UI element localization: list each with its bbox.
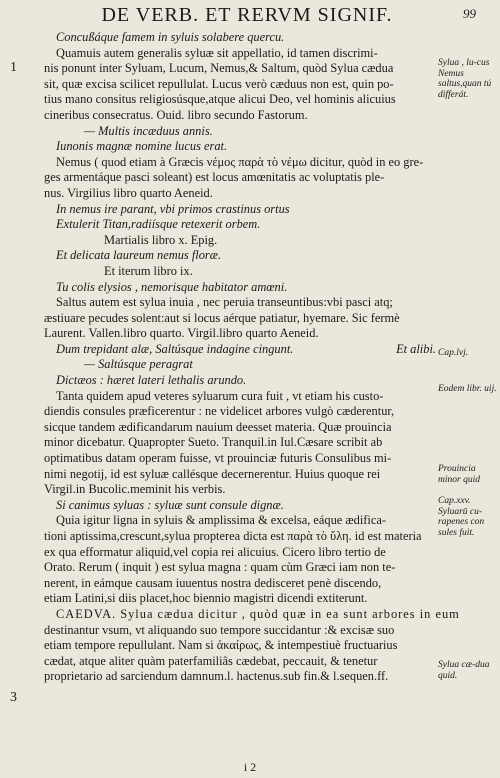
line-text: minor dicebatur. Quapropter Sueto. Tranquil.in Iul.Cæsare scribit ab	[44, 435, 383, 450]
line-text: Si canimus syluas : syluæ sunt consule dignæ.	[56, 497, 284, 512]
text-line	[44, 669, 436, 685]
text-line	[44, 545, 436, 561]
text-line	[44, 498, 436, 514]
line-text: Martialis libro x. Epig.	[104, 232, 218, 247]
line-text: tius mano consitus religiosúsque,atque alicui Deo, vel hominis alicuius	[44, 92, 396, 107]
page-number: 99	[463, 6, 476, 21]
line-text: In nemus ire parant, vbi primos crastinus ortus	[56, 201, 290, 216]
line-text: Extulerit Titan,radiísque retexerit orbem.	[56, 217, 261, 232]
text-line	[44, 326, 436, 342]
margin-number: 3	[10, 690, 17, 705]
text-line	[44, 451, 436, 467]
margin-note: Cap.lvj.	[438, 348, 469, 358]
line-text: Et iterum libro ix.	[104, 263, 193, 278]
text-line	[44, 389, 436, 405]
line-text: ex qua efformatur aliquid,vel copia rei alicuius. Cicero libro tertio de	[44, 544, 386, 559]
line-text: ges armentáque pasci soleant) est locus amœnitatis ac voluptatis ple-	[44, 170, 385, 185]
text-line	[44, 623, 436, 639]
line-text: Dum trepidant alæ, Saltúsque indagine cingunt.	[56, 341, 294, 356]
text-line	[44, 373, 436, 389]
line-text: CAEDVA. Sylua cædua dicitur , quòd quæ in ea sunt arbores in eum	[56, 606, 460, 621]
margin-note: Eodem libr. uij.	[438, 384, 497, 394]
line-text: Laurent. Vallen.libro quarto. Virgil.libro quarto Aeneid.	[44, 326, 319, 341]
text-line	[44, 92, 436, 108]
line-text: Tu colis elysios , nemorisque habitator amœni.	[56, 279, 288, 294]
text-line	[44, 155, 436, 171]
text-line	[44, 108, 436, 124]
text-line	[44, 513, 436, 529]
line-text: æstiuare pecudes solent:aut si locus aérque patiatur, hyemare. Sic fermè	[44, 310, 400, 325]
margin-note: Cap.xxv. Syluarū cu-rapenes con sules fuit.	[438, 496, 485, 538]
margin-note: Sylua , lu-cus Nemus saltus,quan tú differát.	[438, 58, 492, 100]
line-text: Quia igitur ligna in syluis & amplissima & excelsa, eáque ædifica-	[56, 513, 386, 528]
line-text: Concußáque famem in syluis solabere quercu.	[56, 30, 285, 44]
line-text: Dictæos : hæret lateri lethalis arundo.	[56, 373, 247, 388]
line-text: Et delicata laureum nemus floræ.	[56, 248, 222, 263]
line-text: nus. Virgilius libro quarto Aeneid.	[44, 185, 213, 200]
text-line	[44, 46, 436, 62]
line-text: proprietario ad sarciendum damnum.l. hactenus.sub fin.& l.sequen.ff.	[44, 669, 389, 684]
text-line	[44, 217, 436, 233]
text-line	[44, 186, 436, 202]
line-text: etiam Latini,si diis placet,hoc biennio magistri dicendi extiterunt.	[44, 591, 368, 606]
margin-number: 1	[10, 60, 17, 75]
line-text: — Saltúsque peragrat	[84, 357, 193, 372]
line-text: tioni aptissima,crescunt,sylua propterea dicta est παρὰ τὸ ὕλη. id est materia	[44, 529, 422, 543]
line-text: nerent, in eámque causam iuuentus nostra dedisceret penè discendo,	[44, 575, 382, 590]
text-line	[44, 30, 436, 46]
line-text: etiam tempore repullulant. Nam si ἀκαίρως, & intempestiuè fructuarius	[44, 638, 398, 653]
text-line	[44, 435, 436, 451]
text-line	[44, 576, 436, 592]
line-text: nis ponunt inter Syluam, Lucum, Nemus,& Saltum, quòd Sylua cædua	[44, 61, 394, 76]
signature-mark: i 2	[243, 760, 257, 774]
text-line	[44, 357, 436, 373]
text-line	[44, 139, 436, 155]
text-line	[44, 248, 436, 264]
line-text: sicque tandem ædificandarum nauium deesset materia. Quæ prouincia	[44, 419, 392, 434]
text-line	[44, 124, 436, 140]
line-aside: Et alibi.	[396, 341, 436, 356]
line-text: diendis consules præficerentur : ne videlicet arbores vulgò cæderentur,	[44, 404, 395, 419]
text-line	[44, 61, 436, 77]
line-text: Tanta quidem apud veteres syluarum cura fuit , vt etiam his custo-	[56, 388, 384, 403]
text-line	[44, 170, 436, 186]
text-line	[44, 591, 436, 607]
line-text: optimatibus datam operam fuisse, vt prouinciæ futuris Consulibus mi-	[44, 451, 392, 466]
text-line	[44, 342, 436, 358]
text-line	[44, 280, 436, 296]
text-line	[44, 404, 436, 420]
text-line	[44, 77, 436, 93]
margin-note: Prouincia minor quid	[438, 464, 480, 485]
line-text: Iunonis magnæ nomine lucus erat.	[56, 139, 228, 154]
text-line	[44, 264, 436, 280]
line-text: sit, quæ excisa scilicet repullulat. Lucus verò cæduus non est, quin po-	[44, 76, 394, 91]
text-line	[44, 482, 436, 498]
line-text: nimi negotij, id est syluæ callésque decernerentur. Huius quoque rei	[44, 466, 381, 481]
line-text: Virgil.in Bucolic.meminit his verbis.	[44, 482, 226, 497]
line-text: — Multis incæduus annis.	[84, 123, 213, 138]
line-text: cineribus consecratus. Ouid. libro secundo Fastorum.	[44, 107, 308, 122]
line-text: Nemus ( quod etiam à Græcis νέμος παρὰ τὸ νέμω dicitur, quòd in eo gre-	[56, 154, 424, 169]
running-title: DE VERB. ET RERVM SIGNIF.	[101, 4, 393, 26]
text-line	[44, 654, 436, 670]
text-line	[44, 233, 436, 249]
line-text: Orato. Rerum ( inquit ) est sylua magna : quam cùm Græci iam non te-	[44, 560, 396, 575]
line-text: destinantur vsum, vt aliquando suo tempore succidantur :& excisæ suo	[44, 622, 395, 637]
text-line	[44, 638, 436, 654]
text-line	[44, 202, 436, 218]
text-line	[44, 295, 436, 311]
text-line	[44, 311, 436, 327]
line-text: cædat, atque aliter quàm paterfamiliâs cædebat, peccauit, & tenetur	[44, 653, 378, 668]
text-line	[44, 420, 436, 436]
margin-note: Sylua cæ-dua quid.	[438, 660, 490, 681]
text-line	[44, 606, 460, 623]
line-text: Quamuis autem generalis syluæ sit appellatio, id tamen discrimi-	[56, 45, 378, 60]
text-line	[44, 529, 436, 545]
line-text: Saltus autem est sylua inuia , nec peruia transeuntibus:vbi pasci atq;	[56, 295, 393, 310]
text-line	[44, 467, 436, 483]
text-line	[44, 560, 436, 576]
